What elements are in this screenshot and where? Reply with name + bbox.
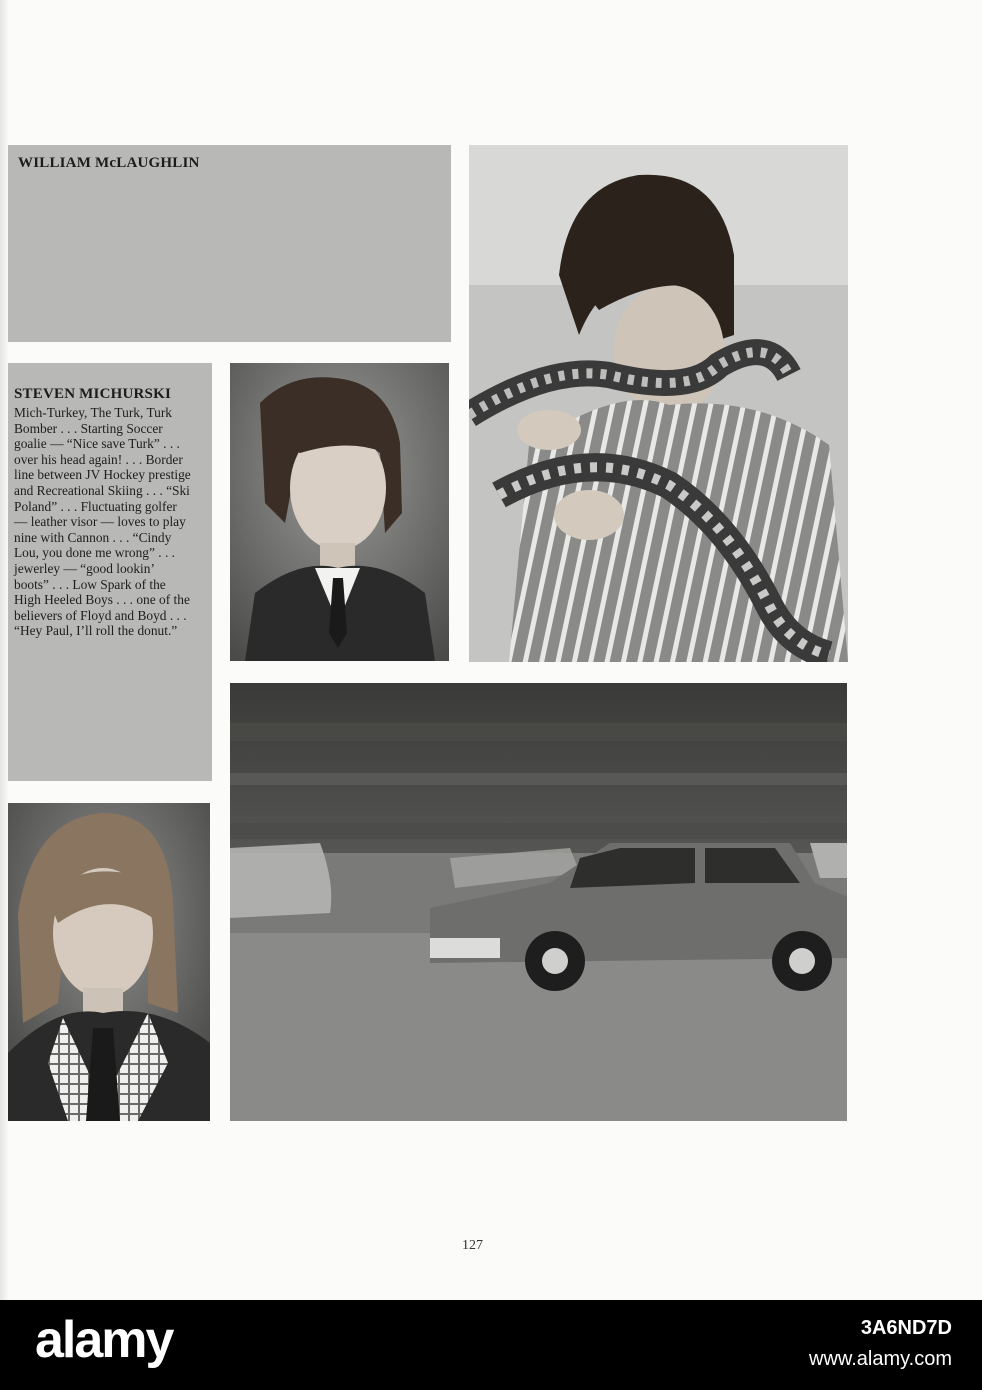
student-bio-michurski: Mich-Turkey, The Turk, Turk Bomber . . . Starting Soccer goalie — “Nice save Turk” . . . over his head again! . . . Border line between JV Hockey prestige and Recreational Skiing . . . “Ski Poland” . . . Fluctuating golfer — leather visor — loves to play nine with Cannon . . . “Cindy Lou, you done me wrong” . . . jewerley — “good lookin’ boots” . . . Low Spark of the High Heeled Boys . . . one of the believers of Floyd and Boyd . . . “Hey Paul, I’ll roll the donut.” [14, 405, 191, 639]
student-name-michurski: STEVEN MICHURSKI [14, 386, 171, 402]
mclaughlin-name-panel [8, 145, 451, 342]
portrait-photo-mclaughlin [8, 803, 210, 1121]
photo-student-with-snake [469, 145, 848, 662]
student-name-mclaughlin: WILLIAM McLAUGHLIN [18, 155, 200, 171]
brand-logo: alamy [35, 1311, 173, 1369]
portrait-photo-michurski [230, 363, 449, 661]
photo-car-in-motion [230, 683, 847, 1121]
source-url: www.alamy.com [809, 1348, 952, 1370]
page-number: 127 [462, 1238, 483, 1253]
image-id: 3A6ND7D [860, 1317, 952, 1339]
